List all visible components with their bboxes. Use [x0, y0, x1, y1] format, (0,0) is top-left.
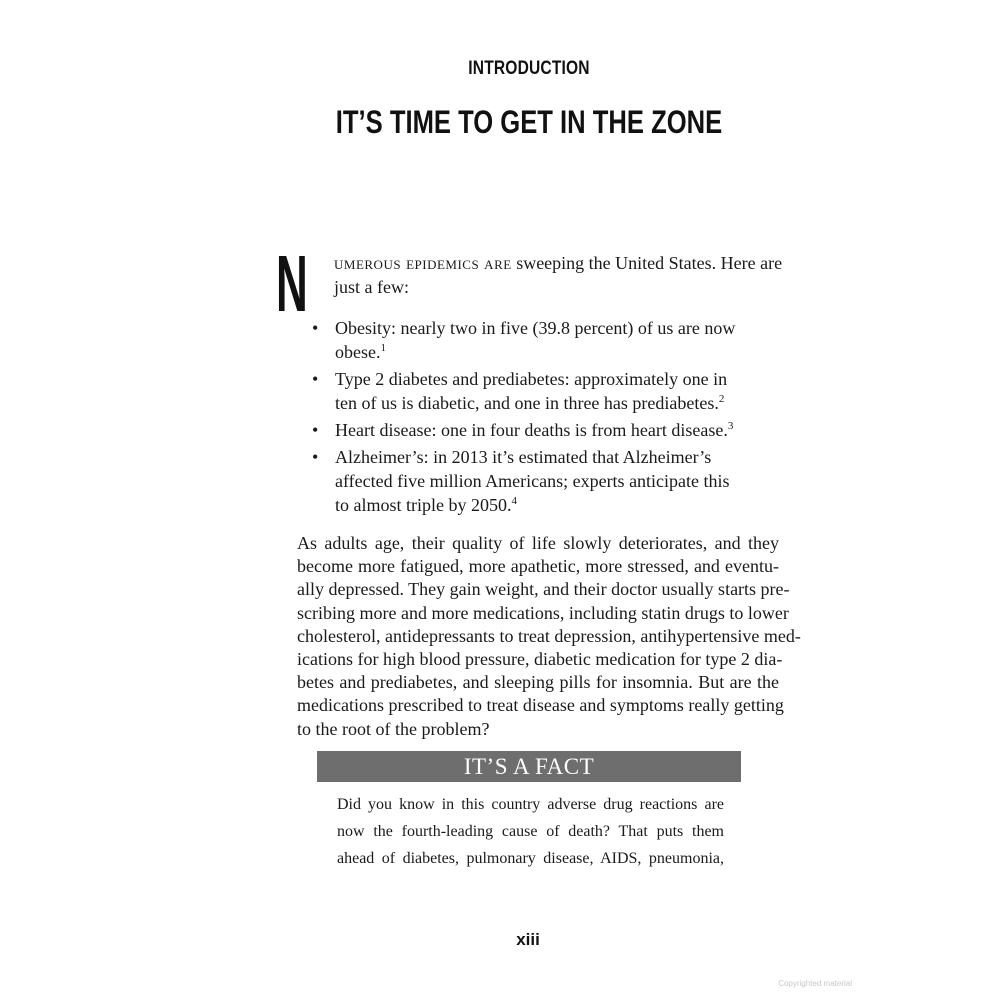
fact-box-text [337, 791, 724, 872]
chapter-title: IT’S TIME TO GET IN THE ZONE [335, 104, 723, 140]
list-item-line: Type 2 diabetes and prediabetes: approximately one in [335, 369, 728, 389]
list-item [300, 418, 760, 442]
page-number: xiii [516, 930, 540, 949]
opening-line-1: sweeping the United States. Here are [511, 253, 783, 273]
opening-line-2: just a few: [334, 277, 409, 297]
list-item-line: Obesity: nearly two in five (39.8 percent) of us are now [335, 318, 736, 338]
fact-line: now the fourth-leading cause of death? That puts them [337, 823, 724, 840]
bullet-glyph: • [312, 420, 319, 440]
fact-line: Did you know in this country adverse drug reactions are [337, 796, 724, 813]
fact-box-heading: IT’S A FACT [317, 751, 741, 782]
list-item [300, 445, 760, 517]
paragraph-line: scribing more and more medications, including statin drugs to lower [297, 602, 789, 623]
paragraph-line: medications prescribed to treat disease and symptoms really getting [297, 695, 784, 716]
list-item [300, 367, 760, 415]
paragraph-line: ications for high blood pressure, diabetic medication for type 2 dia- [297, 649, 783, 670]
bullet-glyph: • [312, 369, 319, 389]
drop-cap: N [276, 239, 308, 328]
list-item-line: ten of us is diabetic, and one in three has prediabetes. [335, 393, 719, 413]
list-item-line: to almost triple by 2050. [335, 495, 512, 515]
copyright-watermark: Copyrighted material [778, 979, 852, 988]
opening-sentence [334, 251, 784, 299]
paragraph-line: As adults age, their quality of life slowly deteriorates, and they [297, 533, 779, 553]
opening-small-caps: umerous epidemics are [334, 253, 512, 273]
list-item-line: Heart disease: one in four deaths is from heart disease. [335, 420, 728, 440]
list-item [300, 316, 760, 364]
paragraph-line: ally depressed. They gain weight, and their doctor usually starts pre- [297, 579, 790, 600]
list-item-line: affected five million Americans; experts anticipate this [335, 471, 730, 491]
paragraph-line: to the root of the problem? [297, 718, 490, 739]
footnote-ref: 3 [727, 420, 734, 432]
paragraph-line: cholesterol, antidepressants to treat depression, antihypertensive med- [297, 625, 801, 646]
list-item-line: obese. [335, 342, 381, 362]
chapter-kicker: INTRODUCTION [468, 58, 590, 79]
list-item-line: Alzheimer’s: in 2013 it’s estimated that Alzheimer’s [335, 447, 712, 467]
epidemic-list [300, 316, 760, 520]
body-paragraph [297, 532, 801, 741]
bullet-glyph: • [312, 318, 319, 338]
bullet-glyph: • [312, 447, 319, 467]
paragraph-line: betes and prediabetes, and sleeping pills for insomnia. But are the [297, 672, 779, 693]
footnote-ref: 1 [380, 342, 386, 354]
footnote-ref: 2 [718, 393, 725, 405]
footnote-ref: 4 [511, 495, 517, 507]
paragraph-line: become more fatigued, more apathetic, more stressed, and eventu- [297, 556, 779, 577]
fact-line: ahead of diabetes, pulmonary disease, AIDS, pneumonia, [337, 850, 724, 867]
